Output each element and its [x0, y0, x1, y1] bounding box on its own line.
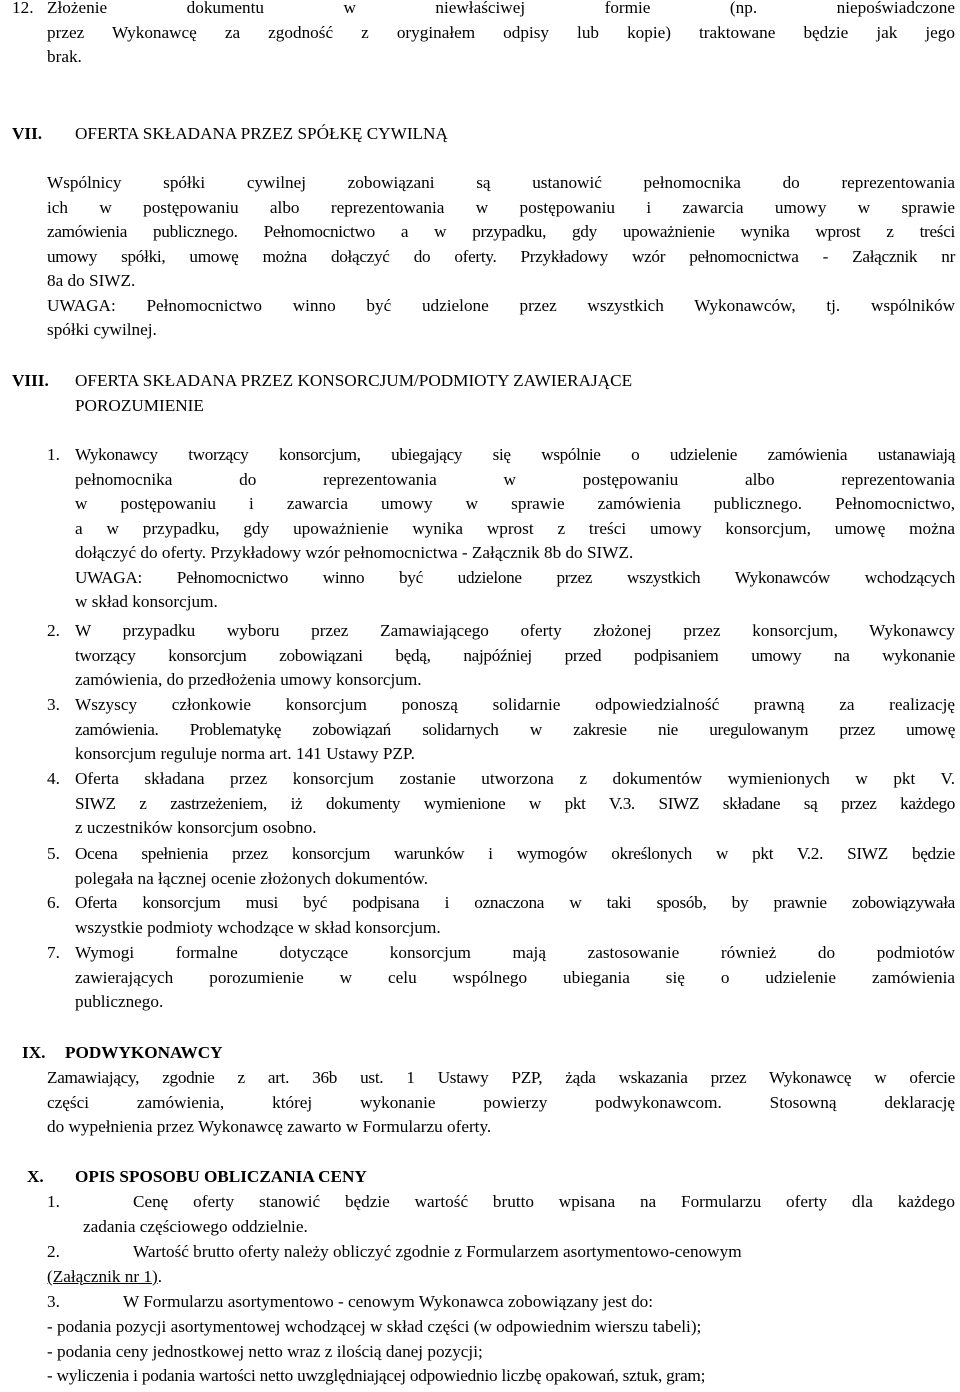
- section-8-item-6-line-1: Oferta konsorcjum musi być podpisana i oznaczona w taki sposób, by prawnie zobowiązywała: [75, 893, 955, 912]
- section-8-item-7-line-2: zawierających porozumienie w celu wspólnego ubiegania się o udzielenie zamówienia: [75, 967, 955, 987]
- section-10-item-3-number: 3.: [47, 1292, 60, 1311]
- section-7-body: [47, 171, 955, 343]
- section-8-item-5-line-2: polegała na łącznej ocenie złożonych dokumentów.: [75, 868, 428, 888]
- section-8-item-7-number: 7.: [47, 943, 60, 962]
- section-8-item-3-line-2: zamówienia. Problematykę zobowiązań solidarnych w zakresie nie uregulowanym przez umowę: [75, 719, 955, 739]
- section-8-title-line-2: POROZUMIENIE: [75, 395, 204, 415]
- dash-item-1: - podania pozycji asortymentowej wchodzącej w skład części (w odpowiednim wierszu tabeli);: [47, 1317, 702, 1336]
- dash-item-2: - podania ceny jednostkowej netto wraz z ilością danej pozycji;: [47, 1341, 483, 1361]
- section-10-item-3-wrap: [123, 1290, 955, 1315]
- section-8-item-1-line-1: Wykonawcy tworzący konsorcjum, ubiegający się wspólnie o udzielenie zamówienia ustanawiają: [75, 445, 955, 464]
- section-10-item-2-line-2-wrap: [47, 1265, 955, 1290]
- section-8-item-1-line-3: w postępowaniu i zawarcia umowy w sprawie zamówienia publicznego. Pełnomocnictwo,: [75, 494, 955, 513]
- section-8-item-7-line-3: publicznego.: [75, 992, 164, 1011]
- section-8-number: VIII.: [12, 371, 49, 390]
- section-8-item-4-line-1: Oferta składana przez konsorcjum zostanie utworzona z dokumentów wymienionych w pkt V.: [75, 769, 955, 788]
- section-10-item-1-line-2: zadania częściowego oddzielnie.: [83, 1217, 308, 1236]
- section-10-dash-list: [47, 1315, 955, 1389]
- attachment-1-reference: (Załącznik nr 1): [47, 1267, 158, 1286]
- section-10-item-2-line-1: Wartość brutto oferty należy obliczyć zgodnie z Formularzem asortymentowo-cenowym: [133, 1242, 742, 1261]
- section-8-item-7-text: [75, 941, 955, 1015]
- section-9-body: [47, 1066, 955, 1140]
- section-8-title-line-1: OFERTA SKŁADANA PRZEZ KONSORCJUM/PODMIOTY ZAWIERAJĄCE: [75, 371, 633, 390]
- section-8-item-4-line-2: SIWZ z zastrzeżeniem, iż dokumenty wymienione w pkt V.3. SIWZ składane są przez każdego: [75, 793, 955, 813]
- section-8-item-1-text: [75, 443, 955, 615]
- section-8-item-2-line-1: W przypadku wyboru przez Zamawiającego oferty złożonej przez konsorcjum, Wykonawcy: [75, 621, 955, 640]
- section-8-item-1-line-5: dołączyć do oferty. Przykładowy wzór pełnomocnictwa - Załącznik 8b do SIWZ.: [75, 543, 634, 562]
- section-7-line-4: umowy spółki, umowę można dołączyć do oferty. Przykładowy wzór pełnomocnictwa - Załącznik nr: [47, 246, 955, 266]
- section-10-item-1-line-1: Cenę oferty stanowić będzie wartość brutto wpisana na Formularzu oferty dla każdego: [133, 1192, 955, 1211]
- section-8-item-2-text: [75, 619, 955, 693]
- section-8-item-6-line-2: wszystkie podmioty wchodzące w skład konsorcjum.: [75, 917, 441, 937]
- section-7-line-5: 8a do SIWZ.: [47, 271, 136, 290]
- section-8-item-3-text: [75, 693, 955, 767]
- section-8-item-5-text: [75, 842, 955, 891]
- section-8-item-3-line-1: Wszyscy członkowie konsorcjum ponoszą solidarnie odpowiedzialność prawną za realizację: [75, 695, 955, 714]
- item-12-line-3: brak.: [47, 47, 82, 66]
- section-9-number: IX.: [22, 1043, 46, 1062]
- section-9-line-3: do wypełnienia przez Wykonawcę zawarto w Formularzu oferty.: [47, 1117, 492, 1136]
- section-7-note-line-1: UWAGA: Pełnomocnictwo winno być udzielone przez wszystkich Wykonawców, tj. wspólników: [47, 295, 955, 315]
- section-8-item-3-line-3: konsorcjum reguluje norma art. 141 Ustawy PZP.: [75, 744, 415, 763]
- section-7-line-1: Wspólnicy spółki cywilnej zobowiązani są ustanowić pełnomocnika do reprezentowania: [47, 173, 955, 192]
- section-7-note-line-2: spółki cywilnej.: [47, 320, 157, 339]
- section-8-item-1-line-6: UWAGA: Pełnomocnictwo winno być udzielone przez wszystkich Wykonawców wchodzących: [75, 567, 955, 587]
- section-9-line-2: części zamówienia, której wykonanie powierzy podwykonawcom. Stosowną deklarację: [47, 1092, 955, 1112]
- section-8-item-2-line-2: tworzący konsorcjum zobowiązani będą, najpóźniej przed podpisaniem umowy na wykonanie: [75, 645, 955, 665]
- section-8-item-5-number: 5.: [47, 844, 60, 863]
- section-10-number: X.: [27, 1167, 44, 1186]
- section-8-item-1-number: 1.: [47, 445, 60, 464]
- section-10-item-1-number: 1.: [47, 1192, 60, 1211]
- item-12-text: [47, 0, 955, 70]
- section-8-item-5-line-1: Ocena spełnienia przez konsorcjum warunków i wymogów określonych w pkt V.2. SIWZ będzie: [75, 844, 955, 863]
- section-10-item-3-line: W Formularzu asortymentowo - cenowym Wykonawca zobowiązany jest do:: [123, 1292, 654, 1311]
- dash-item-3: - wyliczenia i podania wartości netto uwzględniającej odpowiednio liczbę opakowań, sztuk, gram;: [47, 1366, 706, 1385]
- item-12-number: 12.: [12, 0, 34, 17]
- section-9-title: PODWYKONAWCY: [65, 1043, 223, 1062]
- section-8-item-2-line-3: zamówienia, do przedłożenia umowy konsorcjum.: [75, 670, 422, 689]
- section-8-item-1-line-7: w skład konsorcjum.: [75, 592, 218, 611]
- section-10-item-2-line-2: [47, 1265, 955, 1290]
- section-10-item-1-line-1-wrap: [133, 1190, 955, 1215]
- section-7-line-3: zamówienia publicznego. Pełnomocnictwo a w przypadku, gdy upoważnienie wynika wprost z treści: [47, 222, 955, 241]
- section-8-item-3-number: 3.: [47, 695, 60, 714]
- section-7-number: VII.: [12, 124, 43, 143]
- section-8-item-6-text: [75, 891, 955, 940]
- section-8-item-6-number: 6.: [47, 893, 60, 912]
- section-8-item-4-line-3: z uczestników konsorcjum osobno.: [75, 818, 317, 837]
- section-8-item-4-text: [75, 767, 955, 841]
- section-9-line-1: Zamawiający, zgodnie z art. 36b ust. 1 Ustawy PZP, żąda wskazania przez Wykonawcę w ofercie: [47, 1068, 955, 1087]
- item-12-line-2: przez Wykonawcę za zgodność z oryginałem odpisy lub kopie) traktowane będzie jak jego: [47, 22, 955, 42]
- section-10-item-1-line-2-wrap: [83, 1215, 955, 1240]
- section-8-title: [75, 369, 955, 418]
- section-8-item-7-line-1: Wymogi formalne dotyczące konsorcjum mają zastosowanie również do podmiotów: [75, 943, 955, 962]
- section-8-item-1-line-4: a w przypadku, gdy upoważnienie wynika wprost z treści umowy konsorcjum, umowę można: [75, 518, 955, 538]
- item-12-line-1: Złożenie dokumentu w niewłaściwej formie (np. niepoświadczone: [47, 0, 955, 17]
- section-7-line-2: ich w postępowaniu albo reprezentowania w postępowaniu i zawarcia umowy w sprawie: [47, 197, 955, 217]
- section-10-item-2-line-1-wrap: [133, 1240, 955, 1265]
- section-10-item-2-number: 2.: [47, 1242, 60, 1261]
- section-10-title: OPIS SPOSOBU OBLICZANIA CENY: [75, 1167, 367, 1186]
- section-8-item-1-line-2: pełnomocnika do reprezentowania w postępowaniu albo reprezentowania: [75, 469, 955, 489]
- attachment-1-trailing-dot: .: [157, 1267, 163, 1286]
- section-8-item-2-number: 2.: [47, 621, 60, 640]
- section-7-title: OFERTA SKŁADANA PRZEZ SPÓŁKĘ CYWILNĄ: [75, 124, 448, 143]
- section-8-item-4-number: 4.: [47, 769, 60, 788]
